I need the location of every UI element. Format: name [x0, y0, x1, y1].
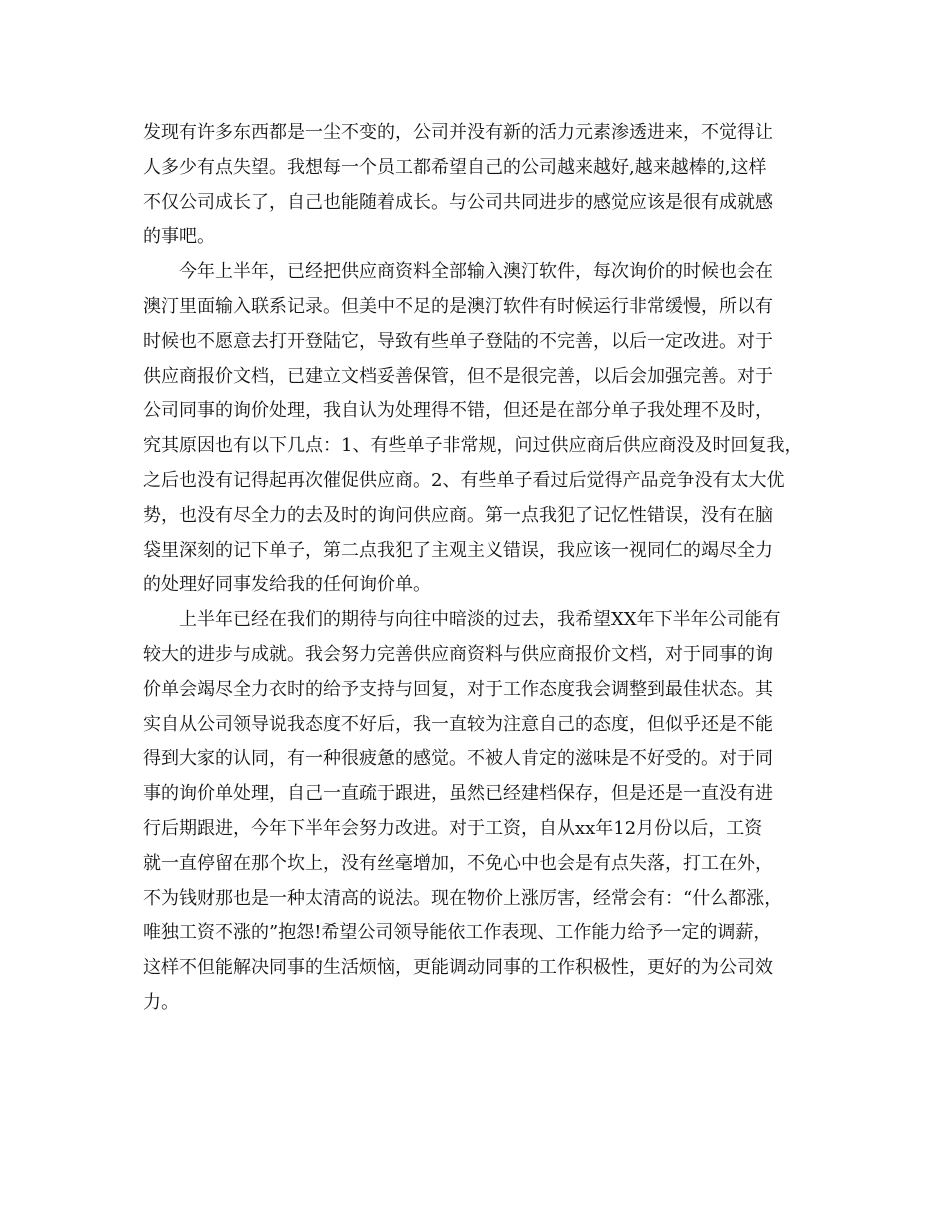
text-line: 上半年已经在我们的期待与向往中暗淡的过去，我希望XX年下半年公司能有 [179, 609, 781, 631]
text-line: 澳汀里面输入联系记录。但美中不足的是澳汀软件有时候运行非常缓慢，所以有 [143, 295, 773, 317]
text-line: 事的询价单处理，自己一直疏于跟进，虽然已经建档保存，但是还是一直没有进 [143, 783, 773, 805]
text-line: 就一直停留在那个坎上，没有丝毫增加，不免心中也会是有点失落，打工在外， [143, 852, 773, 874]
text-line: 发现有许多东西都是一尘不变的，公司并没有新的活力元素渗透进来，不觉得让 [143, 122, 773, 143]
paragraph-3 [143, 603, 823, 1021]
text-line: 价单会竭尽全力衣时的给予支持与回复，对于工作态度我会调整到最佳状态。其 [143, 678, 773, 700]
text-line: 的事吧。 [143, 226, 215, 248]
paragraph-1 [143, 116, 823, 255]
text-line: 不仅公司成长了，自己也能随着成长。与公司共同进步的感觉应该是很有成就感 [143, 191, 773, 213]
text-line: 供应商报价文档，已建立文档妥善保管，但不是很完善，以后会加强完善。对于 [143, 365, 773, 387]
text-line: 这样不但能解决同事的生活烦恼，更能调动同事的工作积极性，更好的为公司效 [143, 957, 773, 979]
text-line: 之后也没有记得起再次催促供应商。2、有些单子看过后觉得产品竞争没有太大优 [143, 469, 785, 491]
paragraph-2 [143, 255, 823, 603]
text-line: 实自从公司领导说我态度不好后，我一直较为注意自己的态度，但似乎还是不能 [143, 713, 773, 735]
text-line: 唯独工资不涨的”抱怨!希望公司领导能依工作表现、工作能力给予一定的调薪， [143, 922, 772, 944]
text-line: 人多少有点失望。我想每一个员工都希望自己的公司越来越好,越来越棒的,这样 [143, 156, 767, 178]
text-line: 究其原因也有以下几点：1、有些单子非常规，问过供应商后供应商没及时回复我， [143, 435, 803, 457]
document-body [143, 116, 823, 1021]
text-line: 行后期跟进，今年下半年会努力改进。对于工资，自从xx年12月份以后，工资 [143, 817, 763, 839]
text-line: 时候也不愿意去打开登陆它，导致有些单子登陆的不完善，以后一定改进。对于 [143, 330, 773, 352]
text-line: 较大的进步与成就。我会努力完善供应商资料与供应商报价文档，对于同事的询 [143, 643, 773, 665]
text-line: 公司同事的询价处理，我自认为处理得不错，但还是在部分单子我处理不及时， [143, 400, 773, 422]
text-line: 得到大家的认同，有一种很疲惫的感觉。不被人肯定的滋味是不好受的。对于同 [143, 748, 773, 770]
text-line: 不为钱财那也是一种太清高的说法。现在物价上涨厉害，经常会有：“什么都涨， [143, 887, 783, 909]
text-line: 势，也没有尽全力的去及时的询问供应商。第一点我犯了记忆性错误，没有在脑 [143, 504, 773, 526]
text-line: 袋里深刻的记下单子，第二点我犯了主观主义错误，我应该一视同仁的竭尽全力 [143, 539, 773, 561]
text-line: 力。 [143, 991, 179, 1013]
text-line: 的处理好同事发给我的任何询价单。 [143, 574, 431, 596]
text-line: 今年上半年，已经把供应商资料全部输入澳汀软件，每次询价的时候也会在 [179, 261, 773, 283]
